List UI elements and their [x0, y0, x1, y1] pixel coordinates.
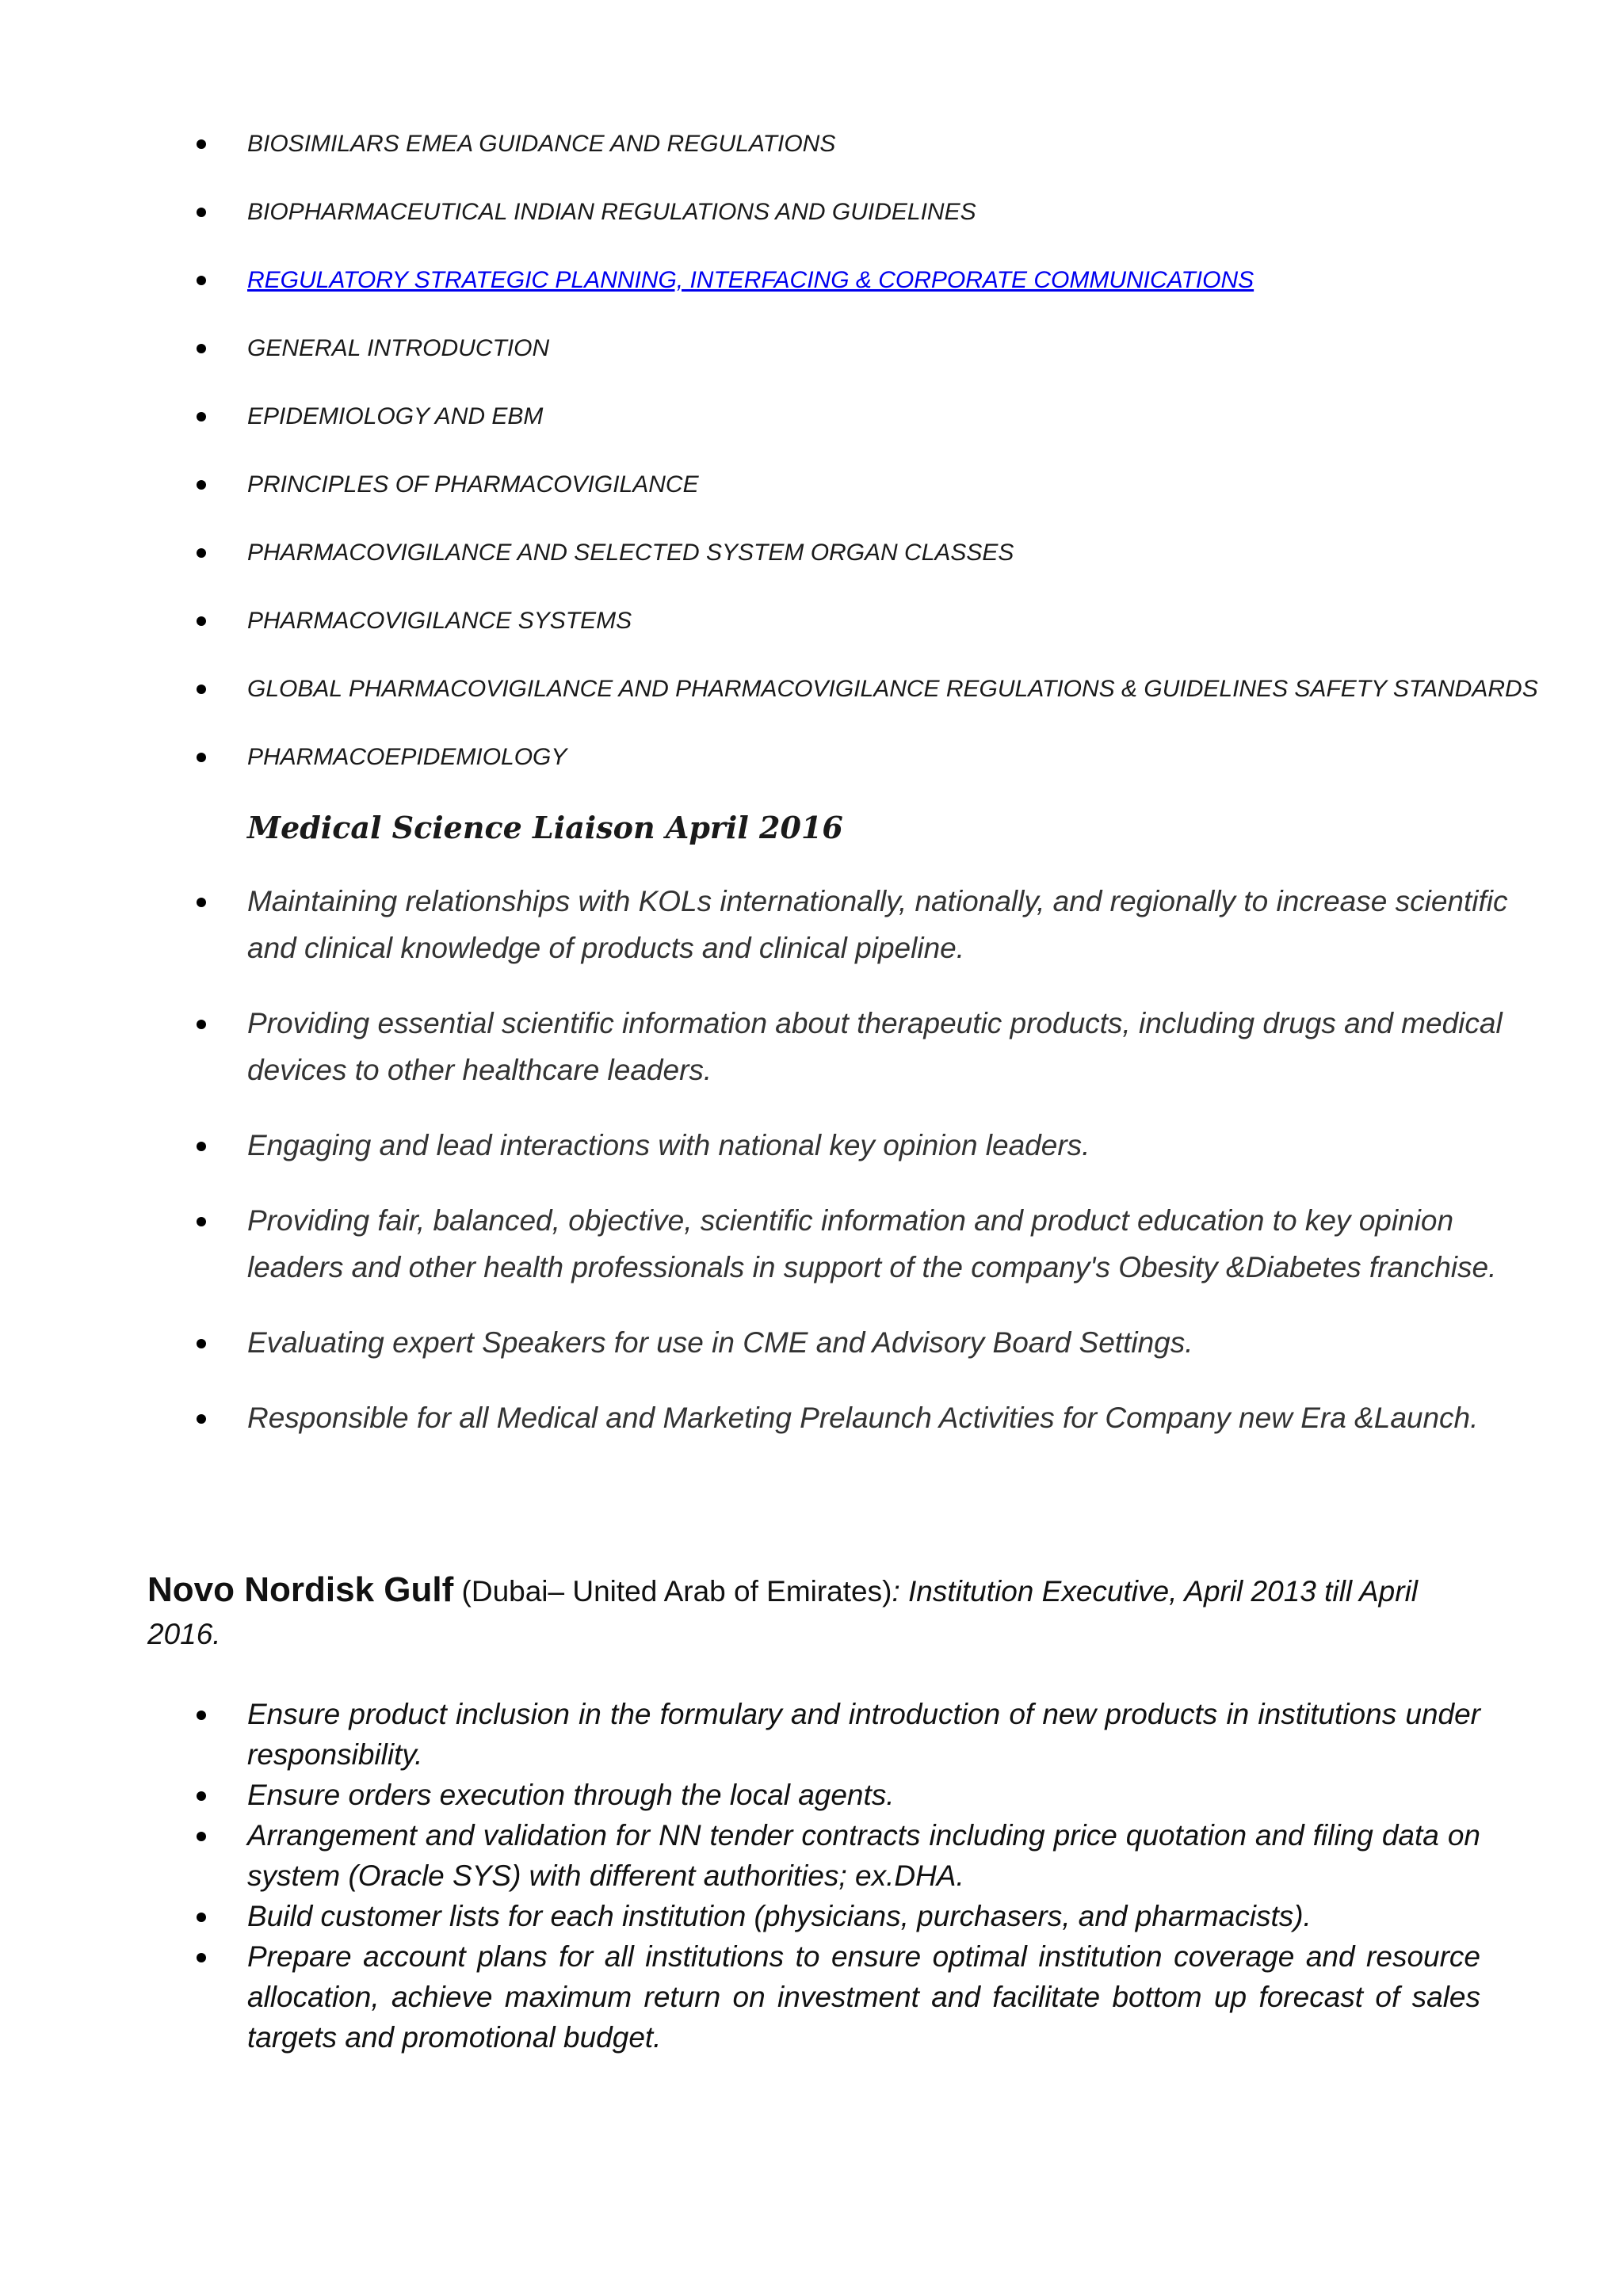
regulatory-planning-link[interactable]: REGULATORY STRATEGIC PLANNING, INTERFACING & CORPORATE COMMUNICATIONS	[247, 267, 1254, 293]
list-item: GLOBAL PHARMACOVIGILANCE AND PHARMACOVIGILANCE REGULATIONS & GUIDELINES SAFETY STANDARDS	[0, 673, 1623, 742]
list-item: PHARMACOEPIDEMIOLOGY	[0, 742, 1623, 810]
msl-bullet-list	[0, 878, 1623, 1470]
list-item: Responsible for all Medical and Marketing Prelaunch Activities for Company new Era &Launch.	[0, 1394, 1623, 1441]
bullet-icon	[197, 1339, 206, 1348]
list-item: Build customer lists for each institution (physicians, purchasers, and pharmacists).	[0, 1896, 1623, 1936]
bullet-icon	[197, 1832, 206, 1841]
bullet-icon	[197, 139, 206, 149]
list-item: Maintaining relationships with KOLs internationally, nationally, and regionally to increase scientific and clinical knowledge of products and clinical pipeline.	[0, 878, 1623, 971]
list-item: Ensure product inclusion in the formulary and introduction of new products in institutions under responsibility.	[0, 1694, 1623, 1775]
list-item: Providing fair, balanced, objective, scientific information and product education to key opinion leaders and other health professionals in support of the company's Obesity &Diabetes franchise.	[0, 1197, 1623, 1291]
bullet-icon	[197, 685, 206, 694]
list-item: Evaluating expert Speakers for use in CME and Advisory Board Settings.	[0, 1319, 1623, 1366]
bullet-icon	[197, 1414, 206, 1424]
list-item: PHARMACOVIGILANCE SYSTEMS	[0, 605, 1623, 673]
bullet-icon	[197, 480, 206, 490]
bullet-icon	[197, 898, 206, 907]
msl-heading: Medical Science Liaison April 2016	[247, 810, 843, 845]
bullet-icon	[197, 616, 206, 626]
list-item: PRINCIPLES OF PHARMACOVIGILANCE	[0, 469, 1623, 537]
bullet-icon	[197, 753, 206, 762]
course-list	[0, 128, 1623, 810]
bullet-icon	[197, 1913, 206, 1922]
list-item: Providing essential scientific information about therapeutic products, including drugs and medical devices to other healthcare leaders.	[0, 1000, 1623, 1093]
job-bullet-list	[0, 1694, 1623, 2058]
list-item: Arrangement and validation for NN tender contracts including price quotation and filing data on system (Oracle SYS) with different authorities; ex.DHA.	[0, 1815, 1623, 1896]
list-item: Ensure orders execution through the local agents.	[0, 1775, 1623, 1815]
list-item: Prepare account plans for all institutions to ensure optimal institution coverage and resource allocation, achieve maximum return on investment and facilitate bottom up forecast of sales targets and promotional budget.	[0, 1936, 1623, 2058]
bullet-icon	[197, 412, 206, 421]
bullet-icon	[197, 1791, 206, 1801]
bullet-icon	[197, 1711, 206, 1720]
bullet-icon	[197, 344, 206, 353]
list-item	[0, 265, 1623, 333]
list-item: GENERAL INTRODUCTION	[0, 333, 1623, 401]
company-name: Novo Nordisk Gulf	[147, 1570, 454, 1609]
list-item: BIOPHARMACEUTICAL INDIAN REGULATIONS AND GUIDELINES	[0, 196, 1623, 265]
job-role: : Institution Executive, April 2013 till April 2016.	[147, 1575, 1419, 1650]
bullet-icon	[197, 1142, 206, 1151]
list-item: EPIDEMIOLOGY AND EBM	[0, 401, 1623, 469]
bullet-icon	[197, 1217, 206, 1226]
company-location: (Dubai– United Arab of Emirates)	[453, 1575, 892, 1608]
bullet-icon	[197, 1953, 206, 1962]
bullet-icon	[197, 208, 206, 217]
job-heading	[147, 1569, 1495, 1656]
list-item: Engaging and lead interactions with national key opinion leaders.	[0, 1122, 1623, 1169]
list-item: PHARMACOVIGILANCE AND SELECTED SYSTEM ORGAN CLASSES	[0, 537, 1623, 605]
list-item: BIOSIMILARS EMEA GUIDANCE AND REGULATIONS	[0, 128, 1623, 196]
bullet-icon	[197, 276, 206, 285]
bullet-icon	[197, 548, 206, 558]
bullet-icon	[197, 1020, 206, 1029]
